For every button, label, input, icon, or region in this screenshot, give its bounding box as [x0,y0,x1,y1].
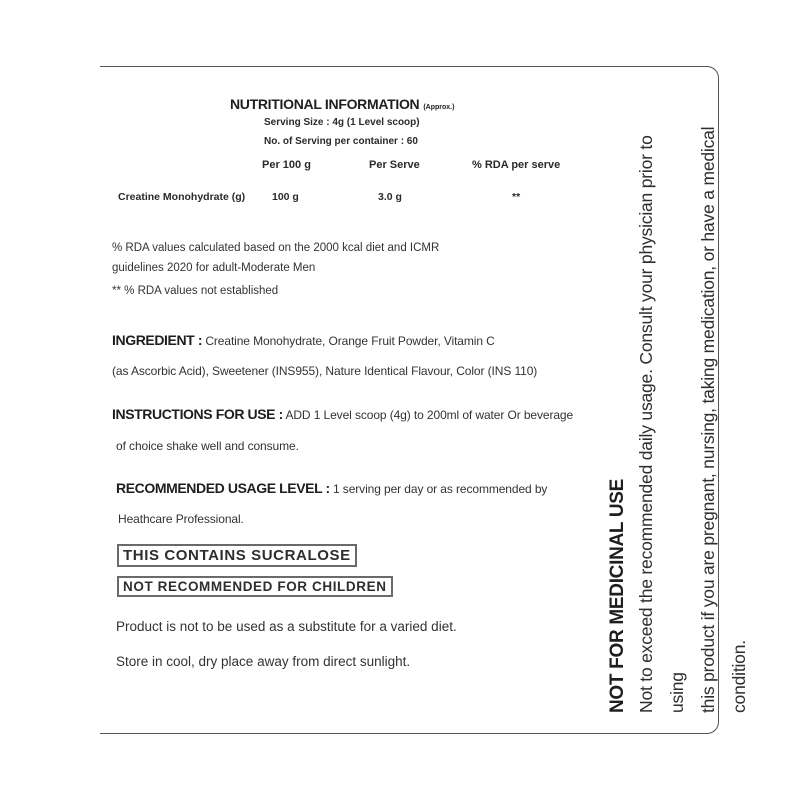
sucralose-warning-box: THIS CONTAINS SUCRALOSE [117,544,357,567]
instructions-line1: INSTRUCTIONS FOR USE : ADD 1 Level scoop (4g) to 200ml of water Or beverage [112,406,574,422]
nutrient-name: Creatine Monohydrate (g) [118,191,246,203]
ingredient-line1: INGREDIENT : Creatine Monohydrate, Orange Fruit Powder, Vitamin C [112,332,495,348]
children-warning-box: NOT RECOMMENDED FOR CHILDREN [117,576,393,597]
rda-note-line1: % RDA values calculated based on the 2000 kcal diet and ICMR [112,242,440,254]
side-warning-panel [605,93,755,713]
serving-size: Serving Size : 4g (1 Level scoop) [264,117,420,128]
nutrient-per-serve: 3.0 g [378,191,402,203]
side-warning-line2: this product if you are pregnant, nursing, taking medication, or have a medical [698,126,718,713]
nutrition-approx-note: (Approx.) [423,104,455,111]
servings-per-container: No. of Serving per container : 60 [264,136,418,147]
side-warning-line1: Not to exceed the recommended daily usage. Consult your physician prior to using [636,135,687,713]
rda-note-line3: ** % RDA values not established [112,285,279,297]
nutrition-title: NUTRITIONAL INFORMATION (Approx.) [230,96,455,112]
ingredient-line2: (as Ascorbic Acid), Sweetener (INS955), Nature Identical Flavour, Color (INS 110) [112,364,538,378]
instructions-label: INSTRUCTIONS FOR USE : [112,406,283,422]
nutrient-per-100g: 100 g [272,191,299,203]
ingredient-label: INGREDIENT : [112,332,203,348]
column-header-rda: % RDA per serve [472,159,561,171]
storage-instructions: Store in cool, dry place away from direct sunlight. [116,654,411,669]
recommended-label: RECOMMENDED USAGE LEVEL : [116,480,330,496]
side-warning-line3: condition. [729,640,749,713]
column-header-per-serve: Per Serve [369,159,420,171]
diet-disclaimer: Product is not to be used as a substitute for a varied diet. [116,619,457,634]
instructions-line2: of choice shake well and consume. [116,439,299,453]
recommended-line1: RECOMMENDED USAGE LEVEL : 1 serving per day or as recommended by [116,480,548,496]
recommended-line2: Heathcare Professional. [118,512,244,526]
nutrient-rda: ** [512,191,521,203]
column-header-per-100g: Per 100 g [262,159,311,171]
not-for-medicinal-use-title: NOT FOR MEDICINAL USE [607,478,628,713]
rda-note-line2: guidelines 2020 for adult-Moderate Men [112,262,316,274]
